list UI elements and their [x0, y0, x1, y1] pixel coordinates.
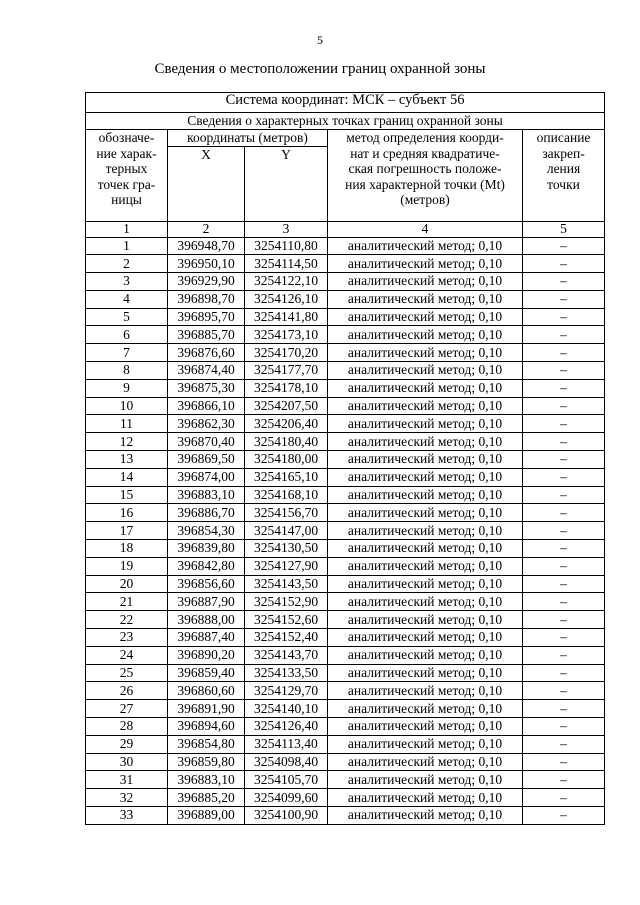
x-coordinate-cell: 396874,40	[168, 362, 245, 380]
x-coordinate-cell: 396859,40	[168, 664, 245, 682]
description-cell: –	[523, 575, 605, 593]
point-id-cell: 19	[86, 557, 168, 575]
y-coordinate-cell: 3254152,90	[245, 593, 328, 611]
header-line: (метров)	[400, 192, 450, 207]
table-row	[86, 308, 605, 326]
x-coordinate-cell: 396854,30	[168, 522, 245, 540]
x-coordinate-cell: 396889,00	[168, 807, 245, 825]
y-coordinate-cell: 3254147,00	[245, 522, 328, 540]
point-id-cell: 20	[86, 575, 168, 593]
point-id-cell: 7	[86, 344, 168, 362]
coordinate-system-title: Система координат: МСК – субъект 56	[86, 93, 605, 113]
x-coordinate-cell: 396883,10	[168, 486, 245, 504]
y-coordinate-cell: 3254152,60	[245, 611, 328, 629]
header-line: нат и средняя квадратиче-	[350, 145, 500, 161]
y-coordinate-cell: 3254126,10	[245, 290, 328, 308]
description-cell: –	[523, 646, 605, 664]
method-cell: аналитический метод; 0,10	[328, 504, 523, 522]
table-row	[86, 451, 605, 469]
point-id-cell: 3	[86, 273, 168, 291]
x-coordinate-cell: 396895,70	[168, 308, 245, 326]
point-id-cell: 17	[86, 522, 168, 540]
x-coordinate-cell: 396898,70	[168, 290, 245, 308]
header-line: метод определения коорди-	[346, 130, 504, 145]
y-coordinate-cell: 3254099,60	[245, 789, 328, 807]
header-line: описание	[536, 130, 591, 145]
y-coordinate-cell: 3254156,70	[245, 504, 328, 522]
x-coordinate-cell: 396887,40	[168, 629, 245, 647]
point-id-cell: 2	[86, 255, 168, 273]
description-cell: –	[523, 718, 605, 736]
column-number: 3	[245, 221, 328, 237]
header-line: ние харак-	[96, 145, 157, 161]
description-cell: –	[523, 629, 605, 647]
x-coordinate-cell: 396866,10	[168, 397, 245, 415]
y-coordinate-cell: 3254152,40	[245, 629, 328, 647]
table-row	[86, 540, 605, 558]
x-coordinate-cell: 396885,70	[168, 326, 245, 344]
y-coordinate-cell: 3254126,40	[245, 718, 328, 736]
column-number: 1	[86, 221, 168, 237]
point-id-cell: 31	[86, 771, 168, 789]
method-cell: аналитический метод; 0,10	[328, 522, 523, 540]
table-row	[86, 486, 605, 504]
table-body	[86, 93, 605, 825]
y-coordinate-cell: 3254178,10	[245, 379, 328, 397]
method-cell: аналитический метод; 0,10	[328, 397, 523, 415]
method-cell: аналитический метод; 0,10	[328, 415, 523, 433]
x-coordinate-cell: 396929,90	[168, 273, 245, 291]
y-coordinate-cell: 3254129,70	[245, 682, 328, 700]
description-cell: –	[523, 504, 605, 522]
header-coordinates: координаты (метров)	[168, 130, 328, 147]
description-cell: –	[523, 522, 605, 540]
table-row	[86, 326, 605, 344]
x-coordinate-cell: 396876,60	[168, 344, 245, 362]
x-coordinate-cell: 396875,30	[168, 379, 245, 397]
y-coordinate-cell: 3254110,80	[245, 237, 328, 255]
x-coordinate-cell: 396842,80	[168, 557, 245, 575]
description-cell: –	[523, 664, 605, 682]
y-coordinate-cell: 3254100,90	[245, 807, 328, 825]
point-id-cell: 29	[86, 735, 168, 753]
table-row	[86, 344, 605, 362]
point-id-cell: 30	[86, 753, 168, 771]
x-coordinate-cell: 396890,20	[168, 646, 245, 664]
method-cell: аналитический метод; 0,10	[328, 290, 523, 308]
table-row	[86, 682, 605, 700]
method-cell: аналитический метод; 0,10	[328, 575, 523, 593]
description-cell: –	[523, 540, 605, 558]
method-cell: аналитический метод; 0,10	[328, 789, 523, 807]
table-row	[86, 718, 605, 736]
y-coordinate-cell: 3254180,40	[245, 433, 328, 451]
y-coordinate-cell: 3254105,70	[245, 771, 328, 789]
description-cell: –	[523, 807, 605, 825]
table-row	[86, 807, 605, 825]
method-cell: аналитический метод; 0,10	[328, 379, 523, 397]
description-cell: –	[523, 379, 605, 397]
coordinates-table	[85, 92, 605, 825]
table-row	[86, 379, 605, 397]
method-cell: аналитический метод; 0,10	[328, 611, 523, 629]
point-id-cell: 16	[86, 504, 168, 522]
x-coordinate-cell: 396948,70	[168, 237, 245, 255]
table-row	[86, 433, 605, 451]
point-id-cell: 4	[86, 290, 168, 308]
table-row	[86, 290, 605, 308]
method-cell: аналитический метод; 0,10	[328, 771, 523, 789]
description-cell: –	[523, 593, 605, 611]
point-id-cell: 11	[86, 415, 168, 433]
point-id-cell: 21	[86, 593, 168, 611]
table-row	[86, 575, 605, 593]
description-cell: –	[523, 290, 605, 308]
x-coordinate-cell: 396854,80	[168, 735, 245, 753]
method-cell: аналитический метод; 0,10	[328, 718, 523, 736]
y-coordinate-cell: 3254173,10	[245, 326, 328, 344]
y-coordinate-cell: 3254130,50	[245, 540, 328, 558]
table-row	[86, 255, 605, 273]
table-row	[86, 664, 605, 682]
y-coordinate-cell: 3254177,70	[245, 362, 328, 380]
description-cell: –	[523, 682, 605, 700]
x-coordinate-cell: 396856,60	[168, 575, 245, 593]
method-cell: аналитический метод; 0,10	[328, 682, 523, 700]
y-coordinate-cell: 3254113,40	[245, 735, 328, 753]
description-cell: –	[523, 611, 605, 629]
page-title: Сведения о местоположении границ охранной зоны	[154, 61, 486, 77]
description-cell: –	[523, 486, 605, 504]
point-id-cell: 28	[86, 718, 168, 736]
header-line: терных	[105, 161, 148, 176]
description-cell: –	[523, 344, 605, 362]
method-cell: аналитический метод; 0,10	[328, 807, 523, 825]
table-row	[86, 504, 605, 522]
description-cell: –	[523, 308, 605, 326]
header-x: X	[168, 146, 245, 221]
point-id-cell: 12	[86, 433, 168, 451]
y-coordinate-cell: 3254207,50	[245, 397, 328, 415]
x-coordinate-cell: 396891,90	[168, 700, 245, 718]
table-row	[86, 468, 605, 486]
description-cell: –	[523, 789, 605, 807]
point-id-cell: 25	[86, 664, 168, 682]
method-cell: аналитический метод; 0,10	[328, 308, 523, 326]
page-number: 5	[317, 33, 323, 47]
header-description	[523, 130, 605, 222]
method-cell: аналитический метод; 0,10	[328, 486, 523, 504]
method-cell: аналитический метод; 0,10	[328, 273, 523, 291]
method-cell: аналитический метод; 0,10	[328, 557, 523, 575]
y-coordinate-cell: 3254168,10	[245, 486, 328, 504]
table-row	[86, 646, 605, 664]
y-coordinate-cell: 3254206,40	[245, 415, 328, 433]
point-id-cell: 18	[86, 540, 168, 558]
table-row	[86, 611, 605, 629]
description-cell: –	[523, 700, 605, 718]
point-id-cell: 26	[86, 682, 168, 700]
method-cell: аналитический метод; 0,10	[328, 451, 523, 469]
point-id-cell: 27	[86, 700, 168, 718]
point-id-cell: 32	[86, 789, 168, 807]
x-coordinate-cell: 396886,70	[168, 504, 245, 522]
x-coordinate-cell: 396862,30	[168, 415, 245, 433]
method-cell: аналитический метод; 0,10	[328, 362, 523, 380]
column-number: 4	[328, 221, 523, 237]
method-cell: аналитический метод; 0,10	[328, 237, 523, 255]
method-cell: аналитический метод; 0,10	[328, 646, 523, 664]
description-cell: –	[523, 557, 605, 575]
description-cell: –	[523, 468, 605, 486]
x-coordinate-cell: 396883,10	[168, 771, 245, 789]
y-coordinate-cell: 3254133,50	[245, 664, 328, 682]
table-row	[86, 273, 605, 291]
method-cell: аналитический метод; 0,10	[328, 700, 523, 718]
table-row	[86, 557, 605, 575]
point-id-cell: 13	[86, 451, 168, 469]
point-id-cell: 14	[86, 468, 168, 486]
x-coordinate-cell: 396885,20	[168, 789, 245, 807]
description-cell: –	[523, 415, 605, 433]
table-row	[86, 397, 605, 415]
table-row	[86, 753, 605, 771]
method-cell: аналитический метод; 0,10	[328, 753, 523, 771]
method-cell: аналитический метод; 0,10	[328, 629, 523, 647]
table-row	[86, 629, 605, 647]
x-coordinate-cell: 396860,60	[168, 682, 245, 700]
description-cell: –	[523, 433, 605, 451]
y-coordinate-cell: 3254180,00	[245, 451, 328, 469]
method-cell: аналитический метод; 0,10	[328, 735, 523, 753]
y-coordinate-cell: 3254098,40	[245, 753, 328, 771]
y-coordinate-cell: 3254165,10	[245, 468, 328, 486]
x-coordinate-cell: 396894,60	[168, 718, 245, 736]
description-cell: –	[523, 771, 605, 789]
header-y: Y	[245, 146, 328, 221]
point-id-cell: 9	[86, 379, 168, 397]
method-cell: аналитический метод; 0,10	[328, 664, 523, 682]
method-cell: аналитический метод; 0,10	[328, 255, 523, 273]
table-row	[86, 237, 605, 255]
x-coordinate-cell: 396869,50	[168, 451, 245, 469]
x-coordinate-cell: 396887,90	[168, 593, 245, 611]
table-row	[86, 362, 605, 380]
x-coordinate-cell: 396888,00	[168, 611, 245, 629]
point-id-cell: 1	[86, 237, 168, 255]
description-cell: –	[523, 237, 605, 255]
point-id-cell: 22	[86, 611, 168, 629]
point-id-cell: 10	[86, 397, 168, 415]
description-cell: –	[523, 326, 605, 344]
x-coordinate-cell: 396950,10	[168, 255, 245, 273]
method-cell: аналитический метод; 0,10	[328, 344, 523, 362]
header-line: обозначе-	[98, 130, 155, 145]
table-row	[86, 522, 605, 540]
method-cell: аналитический метод; 0,10	[328, 326, 523, 344]
description-cell: –	[523, 753, 605, 771]
description-cell: –	[523, 255, 605, 273]
header-line: точек гра-	[97, 176, 156, 192]
header-line: закреп-	[542, 145, 585, 161]
description-cell: –	[523, 397, 605, 415]
x-coordinate-cell: 396859,80	[168, 753, 245, 771]
table-row	[86, 789, 605, 807]
column-number: 5	[523, 221, 605, 237]
x-coordinate-cell: 396870,40	[168, 433, 245, 451]
column-number: 2	[168, 221, 245, 237]
point-id-cell: 5	[86, 308, 168, 326]
point-id-cell: 33	[86, 807, 168, 825]
method-cell: аналитический метод; 0,10	[328, 468, 523, 486]
header-line: ния характерной точки (Mt)	[345, 176, 505, 192]
point-id-cell: 6	[86, 326, 168, 344]
point-id-cell: 15	[86, 486, 168, 504]
section-title: Сведения о характерных точках границ охранной зоны	[86, 113, 605, 130]
y-coordinate-cell: 3254170,20	[245, 344, 328, 362]
method-cell: аналитический метод; 0,10	[328, 593, 523, 611]
y-coordinate-cell: 3254143,50	[245, 575, 328, 593]
header-line: точки	[547, 176, 580, 192]
method-cell: аналитический метод; 0,10	[328, 540, 523, 558]
header-line: ления	[546, 161, 581, 176]
y-coordinate-cell: 3254143,70	[245, 646, 328, 664]
table-row	[86, 735, 605, 753]
table-row	[86, 593, 605, 611]
header-line: ницы	[111, 192, 142, 207]
header-method	[328, 130, 523, 222]
y-coordinate-cell: 3254141,80	[245, 308, 328, 326]
description-cell: –	[523, 735, 605, 753]
header-point-designation	[86, 130, 168, 222]
method-cell: аналитический метод; 0,10	[328, 433, 523, 451]
description-cell: –	[523, 273, 605, 291]
point-id-cell: 24	[86, 646, 168, 664]
table-row	[86, 700, 605, 718]
y-coordinate-cell: 3254140,10	[245, 700, 328, 718]
table-row	[86, 771, 605, 789]
y-coordinate-cell: 3254122,10	[245, 273, 328, 291]
point-id-cell: 23	[86, 629, 168, 647]
y-coordinate-cell: 3254127,90	[245, 557, 328, 575]
y-coordinate-cell: 3254114,50	[245, 255, 328, 273]
x-coordinate-cell: 396839,80	[168, 540, 245, 558]
description-cell: –	[523, 362, 605, 380]
point-id-cell: 8	[86, 362, 168, 380]
table-row	[86, 415, 605, 433]
header-line: ская погрешность положе-	[348, 161, 502, 176]
description-cell: –	[523, 451, 605, 469]
x-coordinate-cell: 396874,00	[168, 468, 245, 486]
